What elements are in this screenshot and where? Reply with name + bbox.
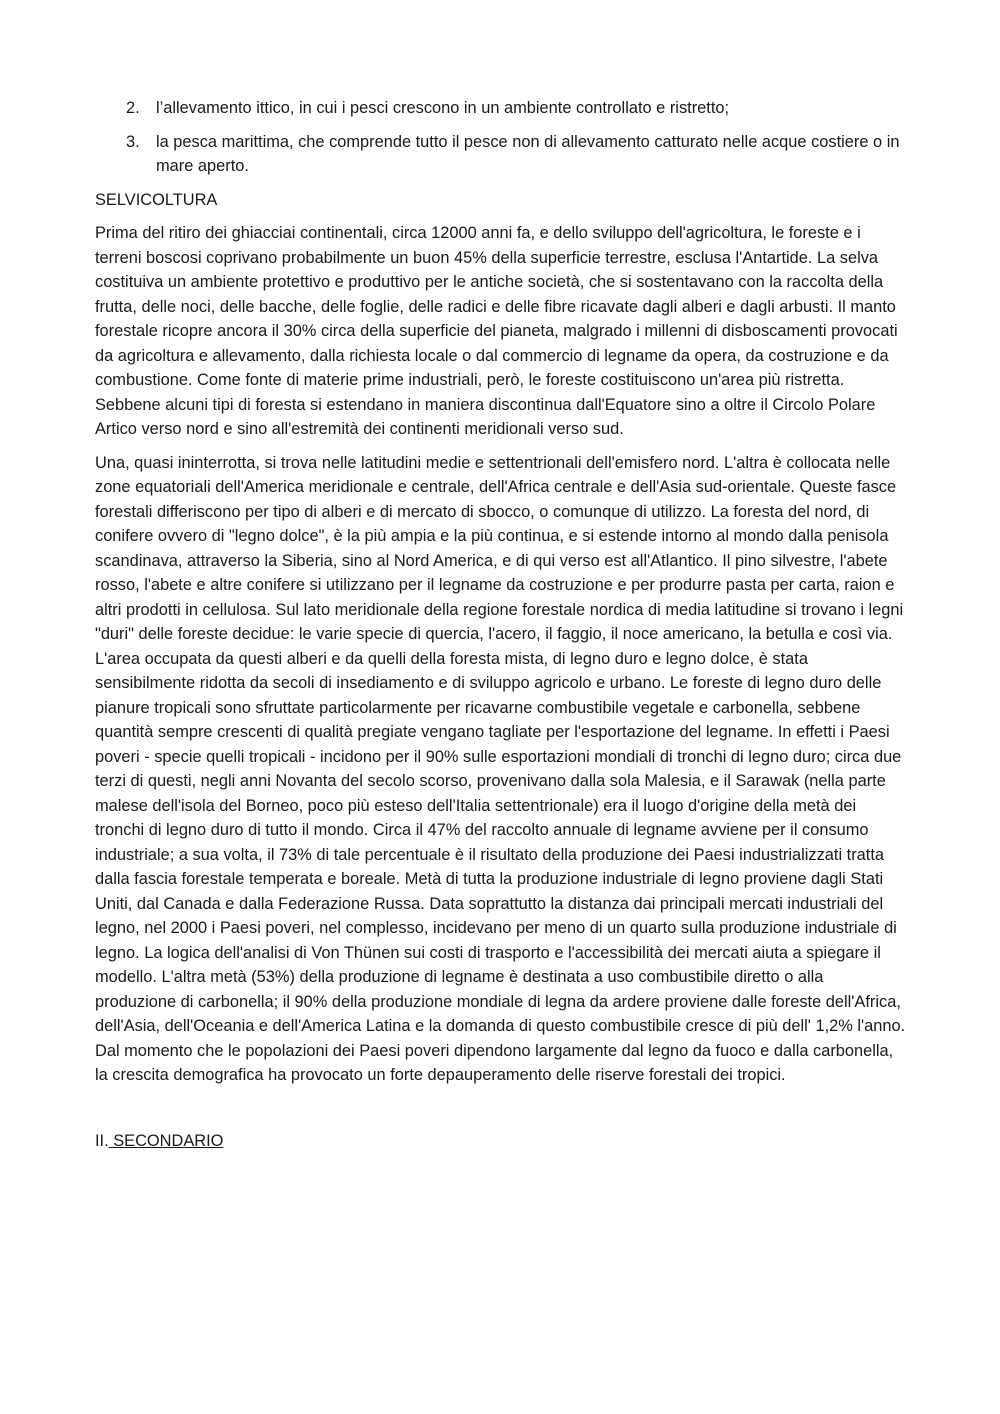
list-number: 3. [126,132,140,151]
paragraph: Una, quasi ininterrotta, si trova nelle latitudini medie e settentrionali dell'emisfero nord. L'altra è collocata nelle zone equatoriali dell'America meridionale e centrale, dell'Africa centrale e dell'Asia sud-orientale. Queste fasce forestali differiscono per tipo di alberi e di mercato di sbocco, o comunque di utilizzo. La foresta del nord, di conifere ovvero di "legno dolce", è la più ampia e la più continua, e si estende intorno al mondo dalla penisola scandinava, attraverso la Siberia, sino al Nord America, e di qui verso est all'Atlantico. Il pino silvestre, l'abete rosso, l'abete e altre conifere si utilizzano per il legname da costruzione e per produrre pasta per carta, raion e altri prodotti in cellulosa. Sul lato meridionale della regione forestale nordica di media latitudine si trovano i legni "duri" delle foreste decidue: le varie specie di quercia, l'acero, il faggio, il noce americano, la betulla e così via. L'area occupata da questi alberi e da quelli della foresta mista, di legno duro e legno dolce, è stata sensibilmente ridotta da secoli di insediamento e di sviluppo agricolo e urbano. Le foreste di legno duro delle pianure tropicali sono sfruttate particolarmente per ricavarne combustibile vegetale e carbonella, sebbene quantità sempre crescenti di qualità pregiate vengano tagliate per l'esportazione del legname. In effetti i Paesi poveri - specie quelli tropicali - incidono per il 90% sulle esportazioni mondiali di tronchi di legno duro; circa due terzi di questi, negli anni Novanta del secolo scorso, provenivano dalla sola Malesia, e il Sarawak (nella parte malese dell'isola del Borneo, poco più esteso dell'Italia settentrionale) era il luogo d'origine della metà dei tronchi di legno duro di tutto il mondo. Circa il 47% del raccolto annuale di legname avviene per il consumo industriale; a sua volta, il 73% di tale percentuale è il risultato della produzione dei Paesi industrializzati tratta dalla fascia forestale temperata e boreale. Metà di tutta la produzione industriale di legno proviene dagli Stati Uniti, dal Canada e dalla Federazione Russa. Data soprattutto la distanza dai principali mercati industriali del legno, nel 2000 i Paesi poveri, nel complesso, incidevano per meno di un quarto sulla produzione industriale di legno. La logica dell'analisi di Von Thünen sui costi di trasporto e l'accessibilità dei mercati aiuta a spiegare il modello. L'altra metà (53%) della produzione di legname è destinata a uso combustibile diretto o alla produzione di carbonella; il 90% della produzione mondiale di legna da ardere proviene dalle foreste dell'Africa, dell'Asia, dell'Oceania e dell'America Latina e la domanda di questo combustibile cresce di più dell' 1,2% l'anno. Dal momento che le popolazioni dei Paesi poveri dipendono largamente dal legno da fuoco e dalla carbonella, la crescita demografica ha provocato un forte depauperamento delle riserve forestali dei tropici. [95,453,906,1084]
document-page [95,96,907,1153]
list-text: la pesca marittima, che comprende tutto il pesce non di allevamento catturato nelle acque costiere o in mare aperto. [156,132,900,175]
section-heading-secondario [95,1129,907,1154]
section-title: SECONDARIO [108,1131,224,1150]
section-heading-selvicoltura: SELVICOLTURA [95,190,218,209]
list-item [95,130,907,179]
section-number: II. [95,1131,109,1150]
paragraph: Prima del ritiro dei ghiacciai continentali, circa 12000 anni fa, e dello sviluppo dell'agricoltura, le foreste e i terreni boscosi coprivano probabilmente un buon 45% della superficie terrestre, esclusa l'Antartide. La selva costituiva un ambiente protettivo e produttivo per le antiche società, che si sostentavano con la raccolta della frutta, delle noci, delle bacche, delle foglie, delle radici e delle fibre ricavate dagli alberi e dagli arbusti. Il manto forestale ricopre ancora il 30% circa della superficie del pianeta, malgrado i millenni di disboscamenti provocati da agricoltura e allevamento, dalla richiesta locale o dal commercio di legname da opera, da costruzione e da combustione. Come fonte di materie prime industriali, però, le foreste costituiscono un'area più ristretta. Sebbene alcuni tipi di foresta si estendano in maniera discontinua dall'Equatore sino a oltre il Circolo Polare Artico verso nord e sino all'estremità dei continenti meridionali verso sud. [95,224,898,438]
list-number: 2. [126,99,140,117]
list-item [95,96,907,121]
list-text: l’allevamento ittico, in cui i pesci crescono in un ambiente controllato e ristretto; [156,99,730,117]
